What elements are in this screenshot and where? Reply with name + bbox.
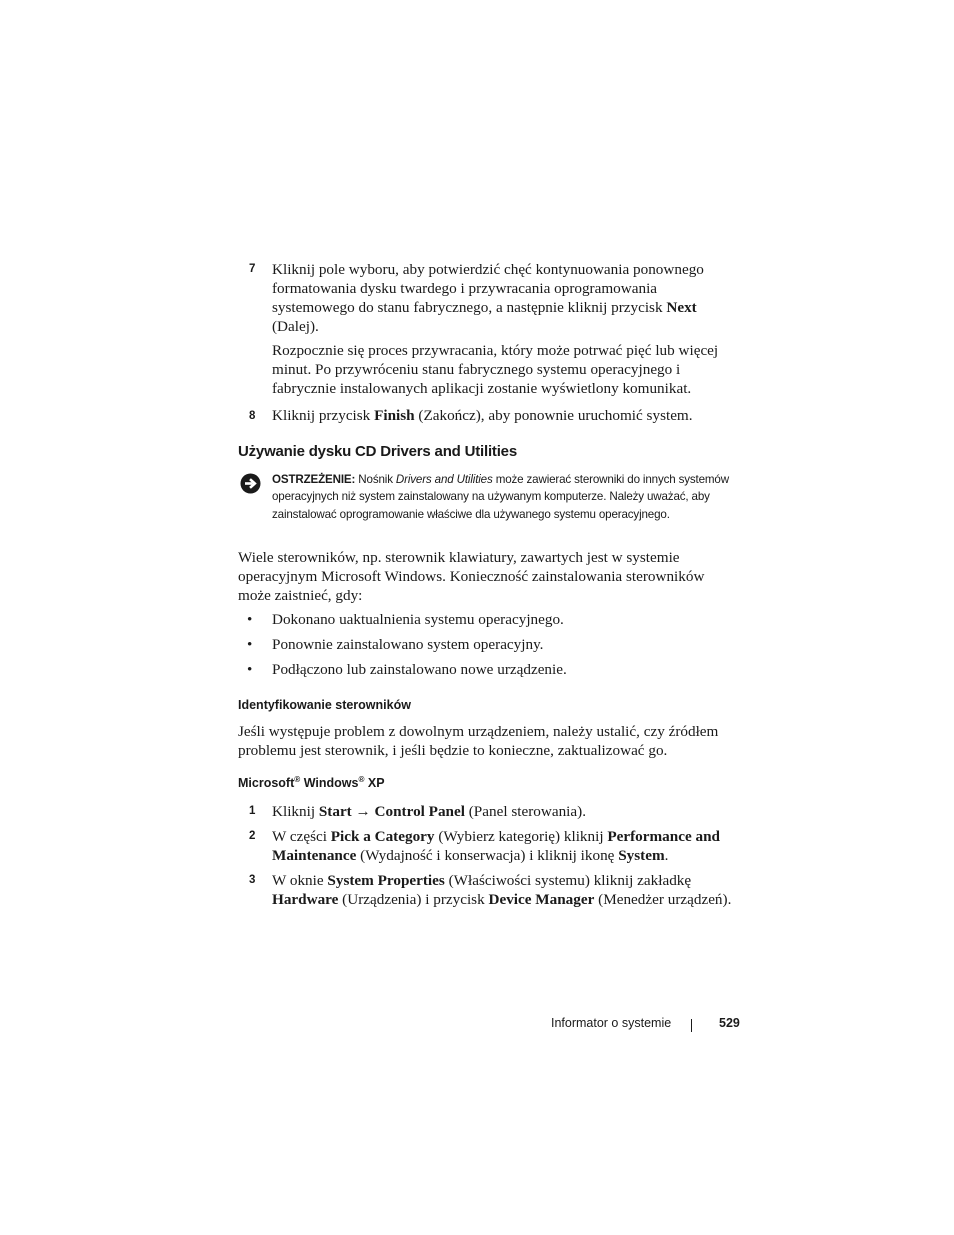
intro-paragraph: Wiele sterowników, np. sterownik klawiatury, zawartych jest w systemie operacyjnym Microsoft Windows. Konieczność zainstalowania sterowników może zaistnieć, gdy: [238, 549, 705, 604]
pick-category-label: Pick a Category [330, 828, 435, 845]
arrow-separator: → [351, 803, 375, 820]
registered-mark: ® [294, 774, 301, 784]
list-item: Podłączono lub zainstalowano nowe urządzenie. [272, 661, 567, 678]
control-panel-label: Control Panel [374, 803, 465, 820]
identify-paragraph: Jeśli występuje problem z dowolnym urządzeniem, należy ustalić, czy źródłem problemu jest sterownik, i jeśli będzie to konieczne, zaktualizować go. [238, 723, 719, 759]
xp-step-1-a: Kliknij [272, 803, 319, 820]
device-manager-label: Device Manager [488, 891, 595, 908]
step-number: 8 [249, 410, 256, 422]
system-icon-label: System [618, 847, 665, 864]
start-menu-label: Start [318, 803, 352, 820]
bullet-marker: • [247, 636, 253, 653]
step-number: 2 [249, 830, 256, 842]
xp-heading [238, 776, 385, 790]
step-8-text-b: (Zakończ), aby ponownie uruchomić system. [414, 407, 693, 424]
step-7-text-a: Kliknij pole wyboru, aby potwierdzić chęć kontynuowania ponownego formatowania dysku twardego i przywracania oprogramowania systemowego do stanu fabrycznego, a następnie kliknij przycisk [272, 261, 704, 316]
xp-step-3-e: (Urządzenia) i przycisk [338, 891, 489, 908]
step-7-text-b: (Dalej). [272, 318, 319, 335]
xp-heading-xp: XP [364, 776, 385, 790]
warning-text-b: może zawierać sterowniki do innych systemów operacyjnych niż system zainstalowany na używanym komputerze. Należy uważać, aby zainstalować oprogramowanie właściwe dla używanego systemu operacyjnego. [272, 473, 729, 521]
next-button-label: Next [666, 299, 697, 316]
xp-step-1-text [272, 802, 742, 821]
bullet-marker: • [247, 661, 253, 678]
xp-step-3-c: (Właściwości systemu) kliknij zakładkę [444, 872, 692, 889]
finish-button-label: Finish [374, 407, 415, 424]
xp-step-2-text [272, 827, 742, 865]
xp-step-2-a: W części [272, 828, 331, 845]
step-7-text [272, 260, 742, 336]
hardware-tab-label: Hardware [272, 891, 339, 908]
list-item: Dokonano uaktualnienia systemu operacyjnego. [272, 611, 564, 628]
warning-media-name: Drivers and Utilities [395, 473, 493, 486]
footer-divider [691, 1019, 692, 1032]
step-8-text [272, 406, 742, 425]
performance-maintenance-label: Performance and Maintenance [272, 828, 720, 864]
system-properties-label: System Properties [327, 872, 445, 889]
xp-step-2-e: (Wydajność i konserwacja) i kliknij ikonę [356, 847, 619, 864]
identify-heading: Identyfikowanie sterowników [238, 698, 411, 712]
warning-text-a: Nośnik [355, 473, 396, 486]
xp-step-2-c: (Wybierz kategorię) kliknij [434, 828, 608, 845]
step-8-text-a: Kliknij przycisk [272, 407, 375, 424]
step-number: 7 [249, 263, 256, 275]
warning-icon [240, 473, 261, 494]
step-number: 1 [249, 805, 256, 817]
xp-heading-windows: Windows [300, 776, 359, 790]
page-number: 529 [719, 1016, 740, 1030]
list-item: Ponownie zainstalowano system operacyjny. [272, 636, 544, 653]
xp-step-2-g: . [664, 847, 669, 864]
warning-label: OSTRZEŻENIE: [272, 473, 356, 486]
xp-heading-microsoft: Microsoft [238, 776, 295, 790]
xp-step-3-text [272, 871, 747, 909]
warning-text [272, 471, 732, 523]
step-number: 3 [249, 874, 256, 886]
xp-step-3-a: W oknie [272, 872, 328, 889]
step-7-note: Rozpocznie się proces przywracania, który może potrwać pięć lub więcej minut. Po przywróceniu stanu fabrycznego systemu operacyjnego i fabrycznie instalowanych aplikacji zostanie wyświetlony komunikat. [272, 342, 719, 397]
bullet-marker: • [247, 611, 253, 628]
footer-section-title: Informator o systemie [551, 1016, 672, 1030]
registered-mark: ® [358, 774, 365, 784]
section-title: Używanie dysku CD Drivers and Utilities [238, 443, 517, 460]
xp-step-3-g: (Menedżer urządzeń). [594, 891, 732, 908]
xp-step-1-e: (Panel sterowania). [464, 803, 586, 820]
